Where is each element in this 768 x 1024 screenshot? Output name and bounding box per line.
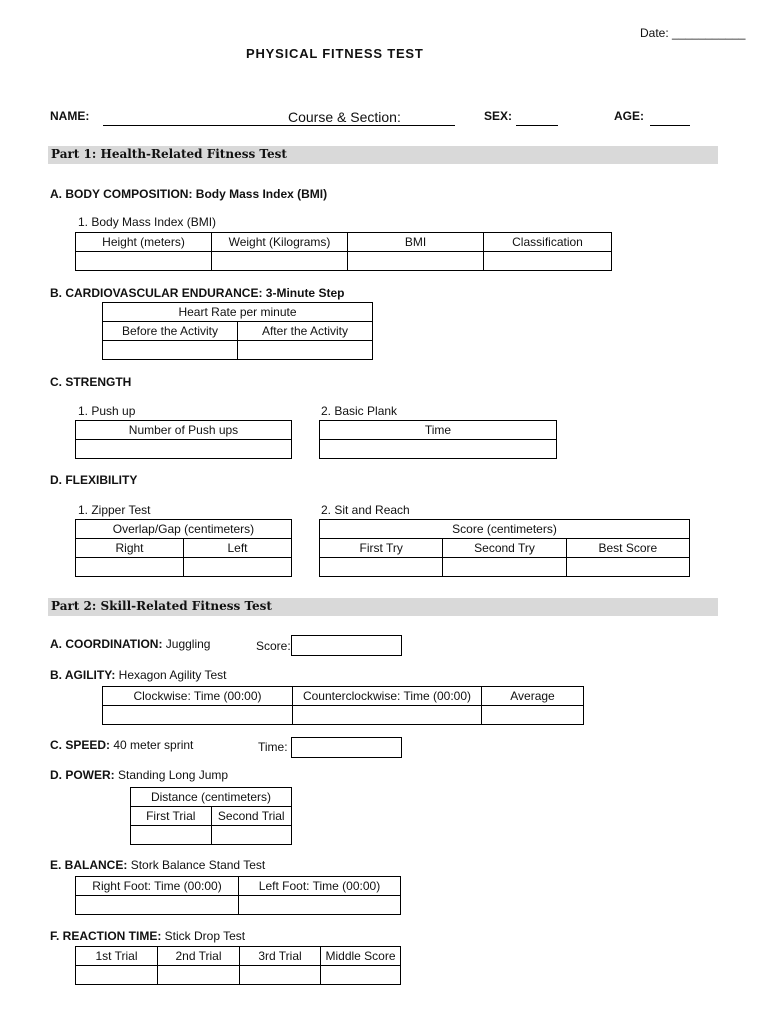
body-composition-heading: A. BODY COMPOSITION: Body Mass Index (BMI) [50, 187, 328, 201]
zipper-col-right: Right [76, 539, 184, 558]
reaction-col-3rd: 3rd Trial [240, 947, 321, 966]
push-up-table [75, 420, 292, 459]
reaction-2nd-cell[interactable] [158, 966, 240, 985]
coordination-heading: A. COORDINATION: [50, 637, 163, 651]
agility-heading: B. AGILITY: [50, 668, 116, 682]
power-heading: D. POWER: [50, 768, 115, 782]
heart-rate-col-after: After the Activity [238, 322, 373, 341]
coordination-score-label: Score: [256, 639, 291, 653]
flexibility-heading: D. FLEXIBILITY [50, 473, 138, 487]
power-col-first: First Trial [131, 807, 212, 826]
zipper-group-header: Overlap/Gap (centimeters) [76, 520, 292, 539]
reaction-middle-cell[interactable] [321, 966, 401, 985]
heart-rate-before-cell[interactable] [103, 341, 238, 360]
balance-col-left: Left Foot: Time (00:00) [239, 877, 401, 896]
power-col-second: Second Trial [211, 807, 292, 826]
age-label: AGE: [614, 109, 644, 123]
course-section-label: Course & Section: [288, 109, 401, 125]
bmi-value-cell[interactable] [348, 252, 484, 271]
strength-heading: C. STRENGTH [50, 375, 132, 389]
sit-reach-col-first: First Try [320, 539, 443, 558]
zipper-right-cell[interactable] [76, 558, 184, 577]
part2-title: Part 2: Skill-Related Fitness Test [51, 599, 272, 613]
sit-reach-table [319, 519, 690, 577]
push-up-col: Number of Push ups [76, 421, 292, 440]
reaction-row [50, 929, 245, 943]
cardio-heading: B. CARDIOVASCULAR ENDURANCE: 3-Minute Step [50, 286, 345, 300]
zipper-col-left: Left [184, 539, 292, 558]
heart-rate-table [102, 302, 373, 360]
bmi-weight-cell[interactable] [212, 252, 348, 271]
bmi-classification-cell[interactable] [484, 252, 612, 271]
reaction-3rd-cell[interactable] [240, 966, 321, 985]
plank-label: 2. Basic Plank [321, 404, 398, 418]
bmi-col-bmi: BMI [348, 233, 484, 252]
power-group-header: Distance (centimeters) [131, 788, 292, 807]
agility-col-counterclockwise: Counterclockwise: Time (00:00) [293, 687, 482, 706]
date-label: Date: ___________ [640, 26, 746, 40]
plank-col: Time [320, 421, 557, 440]
part1-title: Part 1: Health-Related Fitness Test [51, 147, 287, 161]
sit-reach-best-cell[interactable] [566, 558, 689, 577]
reaction-table [75, 946, 401, 985]
agility-clockwise-cell[interactable] [103, 706, 293, 725]
plank-cell[interactable] [320, 440, 557, 459]
power-second-cell[interactable] [211, 826, 292, 845]
sit-reach-first-cell[interactable] [320, 558, 443, 577]
power-first-cell[interactable] [131, 826, 212, 845]
reaction-col-1st: 1st Trial [76, 947, 158, 966]
speed-time-box[interactable] [291, 737, 402, 758]
part2-bar [48, 598, 718, 616]
zipper-table [75, 519, 292, 577]
balance-col-right: Right Foot: Time (00:00) [76, 877, 239, 896]
sit-reach-col-second: Second Try [443, 539, 566, 558]
bmi-col-weight: Weight (Kilograms) [212, 233, 348, 252]
balance-test: Stork Balance Stand Test [130, 858, 266, 872]
power-table [130, 787, 292, 845]
speed-test: 40 meter sprint [113, 738, 194, 752]
part1-bar [48, 146, 718, 164]
balance-left-cell[interactable] [239, 896, 401, 915]
bmi-height-cell[interactable] [76, 252, 212, 271]
speed-row [50, 738, 193, 752]
balance-right-cell[interactable] [76, 896, 239, 915]
agility-counterclockwise-cell[interactable] [293, 706, 482, 725]
page-title: PHYSICAL FITNESS TEST [246, 46, 424, 61]
balance-row [50, 858, 265, 872]
sit-reach-label: 2. Sit and Reach [321, 503, 410, 517]
bmi-sub-label: 1. Body Mass Index (BMI) [78, 215, 217, 229]
name-label: NAME: [50, 109, 90, 123]
heart-rate-group-header: Heart Rate per minute [103, 303, 373, 322]
plank-table [319, 420, 557, 459]
zipper-left-cell[interactable] [184, 558, 292, 577]
push-up-label: 1. Push up [78, 404, 136, 418]
reaction-1st-cell[interactable] [76, 966, 158, 985]
sit-reach-group-header: Score (centimeters) [320, 520, 690, 539]
coordination-test: Juggling [165, 637, 211, 651]
speed-time-label: Time: [258, 740, 288, 754]
bmi-table [75, 232, 612, 271]
balance-heading: E. BALANCE: [50, 858, 128, 872]
reaction-heading: F. REACTION TIME: [50, 929, 162, 943]
agility-table [102, 686, 584, 725]
reaction-test: Stick Drop Test [164, 929, 246, 943]
agility-col-clockwise: Clockwise: Time (00:00) [103, 687, 293, 706]
bmi-col-classification: Classification [484, 233, 612, 252]
agility-test: Hexagon Agility Test [118, 668, 227, 682]
balance-table [75, 876, 401, 915]
name-field[interactable] [103, 125, 455, 126]
zipper-label: 1. Zipper Test [78, 503, 151, 517]
coordination-score-box[interactable] [291, 635, 402, 656]
sex-field[interactable] [516, 125, 558, 126]
reaction-col-2nd: 2nd Trial [158, 947, 240, 966]
power-row [50, 768, 228, 782]
age-field[interactable] [650, 125, 690, 126]
sit-reach-col-best: Best Score [566, 539, 689, 558]
bmi-col-height: Height (meters) [76, 233, 212, 252]
coordination-row [50, 637, 210, 651]
speed-heading: C. SPEED: [50, 738, 111, 752]
heart-rate-col-before: Before the Activity [103, 322, 238, 341]
agility-average-cell[interactable] [482, 706, 584, 725]
power-test: Standing Long Jump [118, 768, 229, 782]
agility-col-average: Average [482, 687, 584, 706]
sex-label: SEX: [484, 109, 513, 123]
agility-row [50, 668, 227, 682]
heart-rate-after-cell[interactable] [238, 341, 373, 360]
push-up-cell[interactable] [76, 440, 292, 459]
sit-reach-second-cell[interactable] [443, 558, 566, 577]
reaction-col-middle: Middle Score [321, 947, 401, 966]
